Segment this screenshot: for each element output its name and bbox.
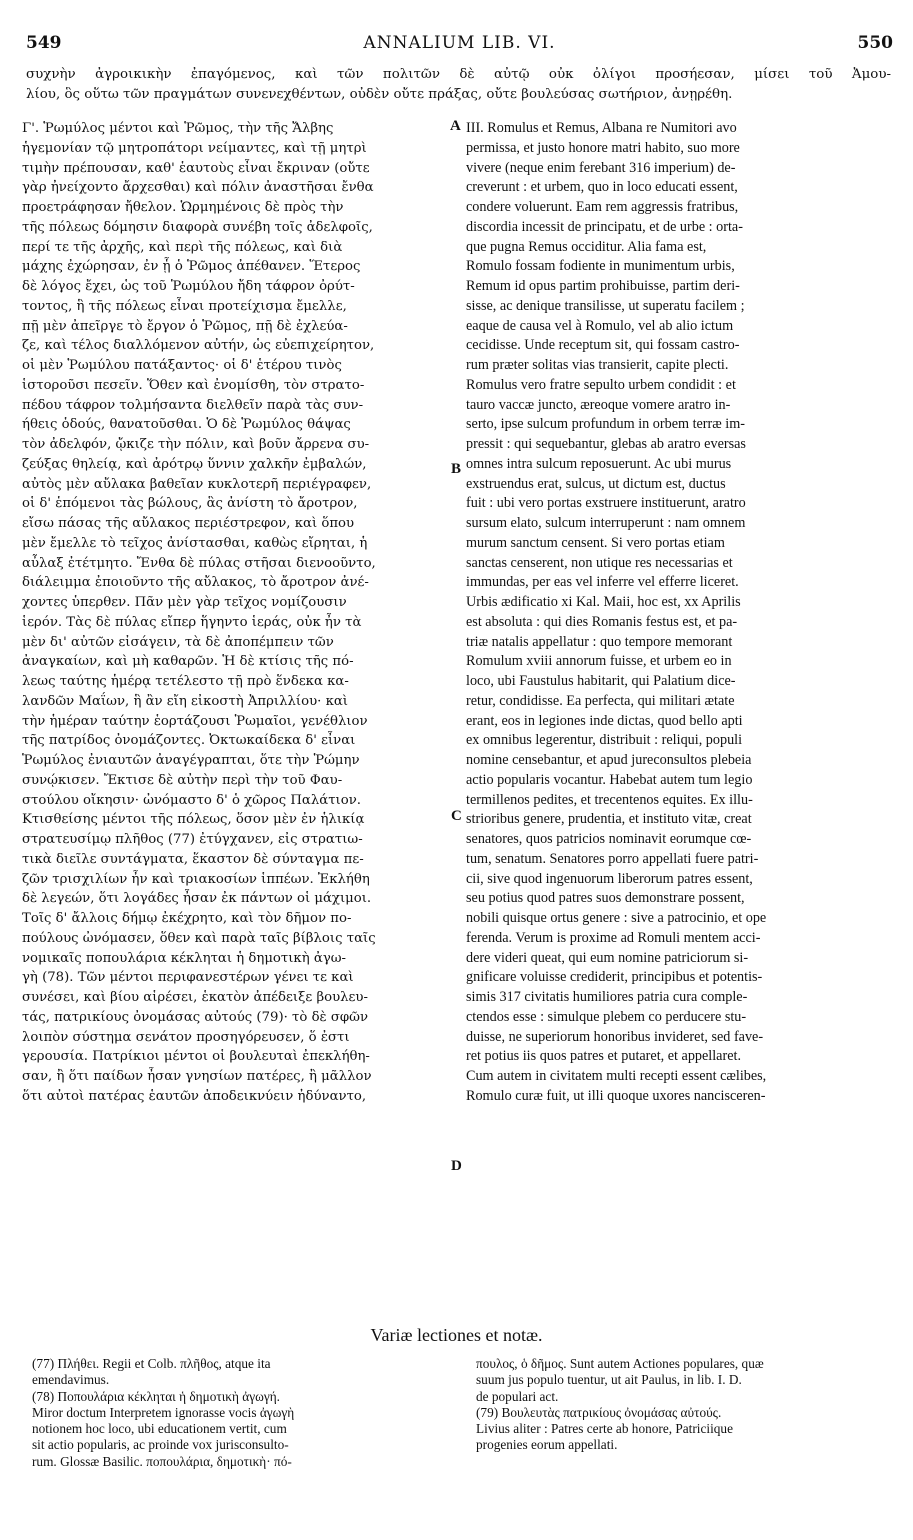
greek-text-line: αὐτὸς μὲν αὔλακα βαθεῖαν κυκλοτερῆ περιέγραφεν, [22, 476, 372, 492]
latin-text-line: pressit : qui sequebantur, glebas ab aratro eversas [466, 436, 746, 452]
greek-text-line: σαν, ἢ ὅτι παίδων ἦσαν γνησίων πατέρες, ἢ μᾶλλον [22, 1069, 372, 1084]
greek-text-line: περί τε τῆς ἀρχῆς, καὶ περὶ τῆς πόλεως, καὶ διὰ [22, 239, 343, 255]
note-line: (77) Πλήθει. Regii et Colb. πλῆθος, atque ita [32, 1356, 271, 1371]
greek-text-line: συνῴκισεν. Ἔκτισε δὲ αὐτὴν περὶ τὴν τοῦ Φαυ- [22, 772, 343, 788]
greek-text-line: λεως ταύτης ἡμέρᾳ τετέλεστο τῇ πρὸ ἕνδεκα κα- [22, 674, 349, 689]
greek-text-line: συνέσει, καὶ βίου αἱρέσει, ἑκατὸν ἀπέδειξε βουλευ- [22, 990, 368, 1005]
greek-text-line: τοντος, ἣ τῆς πόλεως εἶναι προτείχισμα ἔμελλε, [22, 298, 347, 314]
greek-text-line: τὴν ἡμέραν ταύτην ἑορτάζουσι Ῥωμαῖοι, γενέθλιον [22, 713, 368, 729]
greek-text-line: γὰρ ἠνείχοντο ἄρχεσθαι) καὶ πόλιν ἀναστῆσαι ἔνθα [22, 180, 374, 196]
latin-text-line: permissa, et justo honore matri habito, suo more [466, 139, 740, 156]
latin-text-line: sanctas censerent, non utique res necessarias et [466, 554, 733, 571]
latin-text-line: ret potius iis quos patres et putaret, et appellaret. [466, 1048, 741, 1065]
latin-text-line: triæ natalis appellatur : quo tempore memorant [466, 633, 733, 650]
greek-text-line: ζεύξας θηλείᾳ, καὶ ἀρότρῳ ὕννιν χαλκῆν ἐμβαλών, [22, 456, 367, 472]
margin-letter-c: C [451, 808, 462, 824]
greek-text-line: στρατευσίμῳ πλῆθος (77) ἐτύγχανεν, εἰς στρατιω- [22, 832, 363, 847]
greek-text-line: προετράφησαν ἤθελον. Ὡρμημένοις δὲ πρὸς τὴν [22, 200, 344, 215]
greek-text-line: μάχης ἐχώρησαν, ἐν ᾗ ὁ Ῥῶμος ἀπέθανεν. Ἕτερος [22, 259, 361, 275]
note-line: de populari act. [476, 1388, 559, 1404]
note-line: sit actio popularis, ac proinde vox jurisconsulto- [32, 1437, 289, 1453]
intro-line: λίου, ὃς οὕτω τῶν πραγμάτων συνενεχθέντων, οὐδὲν οὔτε πράξας, οὔτε βουλεύσας σωτήριον, ἀνῃρέθη. [26, 87, 733, 103]
greek-text-line: ὅτι αὐτοὶ πατέρας ἑαυτῶν ἀποδεικνύειν ἠδύναντο, [22, 1088, 367, 1104]
notes-right-column [476, 1356, 891, 1454]
greek-text-line: διάλειμμα ἐποιοῦντο τῆς αὔλακος, τὸ ἄροτρον ἀνέ- [22, 575, 369, 591]
greek-text-line: μὲν ἔμελλε τὸ τεῖχος ἀνίστασθαι, καθὼς εἴρηται, ἡ [22, 535, 368, 551]
latin-text-line: murum sanctum censent. Si vero portas etiam [466, 534, 725, 551]
latin-text-line: Romulum xviii annorum fuisse, et urbem eo in [466, 653, 732, 670]
greek-text-line: δὲ λόγος ἔχει, ὡς τοῦ Ῥωμύλου ἤδη τάφρον ὀρύτ- [22, 279, 355, 294]
greek-text-line: ἡγεμονίαν τῷ μητροπάτορι νείμαντες, καὶ τῇ μητρὶ [22, 140, 367, 156]
latin-text-line: cii, sive quod ingenuorum liberorum patres essent, [466, 870, 753, 887]
latin-text-line: termillenos pedites, et trecentenos equites. Ex illu- [466, 791, 753, 808]
note-line: (79) Βουλευτὰς πατρικίους ὀνομάσας αὐτούς. [476, 1404, 722, 1420]
page-number-left: 549 [26, 33, 62, 53]
latin-text-line: ctendos esse : simulque plebem co perducere stu- [466, 1008, 747, 1025]
latin-text-line: est absoluta : qui dies Romanis festus est, et pa- [466, 613, 738, 630]
greek-text-line: λανδῶν Μαΐων, ἣ ἂν εἴη εἰκοστὴ Ἀπριλλίου· καὶ [22, 693, 348, 709]
greek-text-line: Τοῖς δ' ἄλλοις δήμῳ ἐκέχρητο, καὶ τὸν δῆμον πο- [22, 911, 352, 926]
greek-text-line: γὴ (78). Τῶν μέντοι περιφανεστέρων γένει τε καὶ [22, 970, 354, 986]
greek-text-line: τὸν ἀδελφόν, ᾤκιζε τὴν πόλιν, καὶ βοῦν ἄρρενα συ- [22, 437, 370, 452]
latin-text-line: III. Romulus et Remus, Albana re Numitori avo [466, 120, 737, 136]
intro-line: συχνὴν ἀγροικικὴν ἐπαγόμενος, καὶ τῶν πολιτῶν δὲ αὐτῷ οὐκ ὀλίγοι προσήεσαν, μίσει τοῦ Ἀμου- [26, 67, 891, 82]
greek-text-line: ἱερόν. Τὰς δὲ πύλας εἴπερ ἥγηντο ἱεράς, οὐκ ἦν τὰ [22, 614, 362, 630]
greek-text-line: τάς, πατρικίους ὀνομάσας αὐτούς (79)· τὸ δὲ σφῶν [22, 1009, 369, 1025]
note-line: progenies eorum appellati. [476, 1437, 618, 1453]
greek-text-line: τῆς πατρίδος ὀνομάζοντες. Ὀκτωκαίδεκα δ' εἶναι [22, 733, 356, 749]
greek-text-line: μὲν δι' αὐτῶν εἰσάγειν, τὰ δὲ ἀποπέμπειν τῶν [22, 634, 334, 650]
latin-text-line: tauro vaccæ juncto, æreoque vomere aratro in- [466, 396, 731, 413]
margin-letter-d: D [451, 1158, 462, 1174]
page-number-right: 550 [857, 33, 893, 53]
intro-paragraph [26, 65, 891, 106]
latin-text-line: Romulo curæ fuit, ut illi quoque uxores nancisceren- [466, 1087, 766, 1104]
greek-text-line: πῇ μὲν ἀπεῖργε τὸ ἔργον ὁ Ῥῶμος, πῇ δὲ ἐχλεύα- [22, 318, 348, 334]
latin-text-line: ferenda. Verum is proxime ad Romuli mentem acci- [466, 929, 761, 946]
note-line: πουλος, ὁ δῆμος. Sunt autem Actiones populares, quæ [476, 1356, 764, 1371]
latin-text-line: cecidisse. Unde receptum sit, qui fossam castro- [466, 337, 740, 354]
latin-text-line: simis 317 civitatis humiliores patria cura comple- [466, 989, 748, 1005]
latin-text-line: duisse, ne superiorum honoribus invideret, sed fave- [466, 1028, 764, 1045]
latin-text-line: eaque de causa vel à Romulo, vel ab alio ictum [466, 317, 734, 334]
greek-text-line: ζε, καὶ τέλος διαλλόμενον αὐτήν, ὡς εὐεπιχείρητον, [22, 338, 375, 354]
greek-text-line: Ῥωμύλος ἐνιαυτῶν ἀναγέγραπται, ὅτε τὴν Ῥώμην [22, 753, 360, 768]
greek-column [22, 119, 448, 1107]
latin-text-line: Remum id opus partim prohibuisse, partim deri- [466, 278, 740, 294]
note-line: Livius aliter : Patres certe ab honore, Patriciique [476, 1421, 733, 1437]
latin-text-line: omnes intra sulcum reposuerunt. Ac ubi murus [466, 455, 732, 472]
latin-text-line: discordia incessit de principatu, et de urbe : orta- [466, 218, 743, 235]
latin-text-line: seu potius quod patres suos demonstrare possent, [466, 890, 745, 907]
note-line: rum. Glossæ Basilic. ποπουλάρια, δημοτικὴ· πό- [32, 1453, 292, 1469]
greek-text-line: οἱ μὲν Ῥωμύλου πατάξαντος· οἱ δ' ἑτέρου τινὸς [22, 358, 342, 373]
latin-text-line: loco, ubi Faustulus habitarit, qui Palatium dice- [466, 673, 736, 689]
margin-letter-a: A [450, 118, 461, 134]
greek-text-line: πέδου τάφρον τολμήσαντα διελθεῖν παρὰ τὰς συν- [22, 397, 364, 413]
latin-text-line: retur, condidisse. Ea perfecta, qui militari ætate [466, 692, 735, 709]
greek-text-line: Γ'. Ῥωμύλος μέντοι καὶ Ῥῶμος, τὴν τῆς Ἄλβης [22, 121, 334, 136]
latin-text-line: actio popularis vocantur. Habebat autem tum legio [466, 771, 753, 788]
running-head [26, 33, 893, 63]
latin-text-line: strioribus genere, prudentia, et instituto vitæ, creat [466, 811, 752, 828]
latin-text-line: exstruendus erat, sulcus, ut dictum est, ductus [466, 475, 726, 492]
latin-text-line: rum præter solitas vias transierit, capite plecti. [466, 357, 729, 373]
greek-text-line: χοντες ὑπερθεν. Πᾶν μὲν γὰρ τεῖχος νομίζουσιν [22, 595, 347, 610]
latin-text-line: senatores, quos patricios nominavit eorumque cœ- [466, 831, 752, 847]
latin-text-line: vivere (neque enim ferebant 316 imperium) de- [466, 159, 736, 176]
greek-text-line: λοιπὸν σύστημα σενάτον προσηγόρευσεν, ὅ ἐστι [22, 1029, 350, 1045]
latin-text-line: creverunt : et urbem, quo in loco educati essent, [466, 179, 738, 196]
latin-text-line: que pugna Remus occiditur. Alia fama est, [466, 238, 707, 255]
latin-text-line: tum, senatum. Senatores porro appellati fuere patri- [466, 850, 759, 867]
greek-text-line: τικὰ διεῖλε συντάγματα, ἕκαστον δὲ σύνταγμα πε- [22, 851, 364, 867]
latin-text-line: Romulus vero fratre sepulto urbem condidit : et [466, 376, 736, 393]
latin-text-line: fuit : ubi vero portas exstruere instituerunt, aratro [466, 495, 746, 512]
greek-text-line: στούλου οἴκησιν· ὠνόμαστο δ' ὁ χῶρος Παλάτιον. [22, 792, 361, 808]
greek-text-line: γερουσία. Πατρίκιοι μέντοι οἱ βουλευταὶ ἐπεκλήθη- [22, 1049, 370, 1065]
latin-column [466, 119, 890, 1107]
latin-text-line: nomine censebantur, et apud jureconsultos plebeia [466, 752, 752, 768]
latin-text-line: sursum elato, sulcum interruperunt : nam omnem [466, 515, 746, 531]
greek-text-line: αὖλαξ ἐτέτμητο. Ἔνθα δὲ πύλας στῆσαι διενοοῦντο, [22, 555, 376, 571]
latin-text-line: Romulo fossam fodiente in munimentum urbis, [466, 258, 735, 275]
note-line: suum jus populo tuentur, ut ait Paulus, in lib. I. D. [476, 1372, 742, 1388]
note-line: notionem hoc loco, ubi educationem vertit, cum [32, 1421, 287, 1437]
greek-text-line: τιμὴν πρέπουσαν, καθ' ἑαυτοὺς εἶναι ἔκριναν (οὔτε [22, 160, 370, 176]
latin-text-line: ex omnibus legerentur, distribuit : reliqui, populi [466, 732, 743, 749]
greek-text-line: ἀναγκαίων, καὶ μὴ καθαρῶν. Ἡ δὲ κτίσις τῆς πό- [22, 654, 354, 670]
latin-text-line: serto, ipse sulcum profundum in orbem terræ im- [466, 416, 745, 433]
running-title: ANNALIUM LIB. VI. [363, 33, 556, 53]
margin-letter-b: B [451, 461, 462, 477]
latin-text-line: Urbis ædificatio xi Kal. Maii, hoc est, xx Aprilis [466, 594, 741, 610]
greek-text-line: ζῶν τρισχιλίων ἦν καὶ τριακοσίων ἱππέων. Ἐκλήθη [22, 871, 370, 887]
latin-text-line: nobili quisque ortus genere : sive a patrocinio, et ope [466, 910, 767, 926]
latin-text-line: dere videri queat, qui eum nomine patriciorum si- [466, 949, 749, 966]
greek-text-line: ήθεις ὁδούς, θανατοῦσθαι. Ὁ δὲ Ῥωμύλος θάψας [22, 417, 351, 433]
latin-text-line: Cum autem in civitatem multi recepti essent cælibes, [466, 1068, 767, 1084]
note-line: (78) Ποπουλάρια κέκληται ἡ δημοτικὴ ἀγωγή. [32, 1388, 280, 1404]
greek-text-line: νομικαῖς ποπουλάρια κέκληται ἡ δημοτικὴ ἀγω- [22, 950, 347, 966]
greek-text-line: εἴσω πάσας τῆς αὔλακος περιέστρεφον, καὶ ὅπου [22, 516, 355, 531]
notes-title: Variæ lectiones et notæ. [370, 1325, 543, 1345]
latin-text-line: erant, eos in legiones inde dictas, quod bello apti [466, 712, 743, 729]
note-line: Miror doctum Interpretem ignorasse vocis ἀγωγὴ [32, 1404, 295, 1420]
greek-text-line: πούλους ὠνόμασεν, ὅθεν καὶ παρὰ ταῖς βίβλοις ταῖς [22, 930, 376, 946]
latin-text-line: condere voluerunt. Eam rem aggressis fratribus, [466, 199, 739, 215]
greek-text-line: Κτισθείσης μέντοι τῆς πόλεως, ὅσον μὲν ἐν ἡλικίᾳ [22, 812, 365, 828]
note-line: emendavimus. [32, 1372, 110, 1388]
notes-left-column [32, 1356, 452, 1470]
greek-text-line: ἱστοροῦσι πεσεῖν. Ὅθεν καὶ ἐνομίσθη, τὸν στρατο- [22, 377, 365, 393]
greek-text-line: οἱ δ' ἑπόμενοι τὰς βώλους, ἃς ἀνίστη τὸ ἄροτρον, [22, 496, 358, 512]
latin-text-line: sisse, ac denique transilisse, ut superatu facilem ; [466, 297, 745, 314]
greek-text-line: δὲ λεγεών, ὅτι λογάδες ἦσαν ἐκ πάντων οἱ μάχιμοι. [22, 891, 372, 907]
latin-text-line: immundas, per eas vel inferre vel efferre liceret. [466, 574, 739, 591]
greek-text-line: τῆς πόλεως δόμησιν διαφορὰ συνέβη τοῖς ἀδελφοῖς, [22, 219, 373, 235]
latin-text-line: gnificare voluisse crediderit, principibus et potentis- [466, 969, 763, 986]
